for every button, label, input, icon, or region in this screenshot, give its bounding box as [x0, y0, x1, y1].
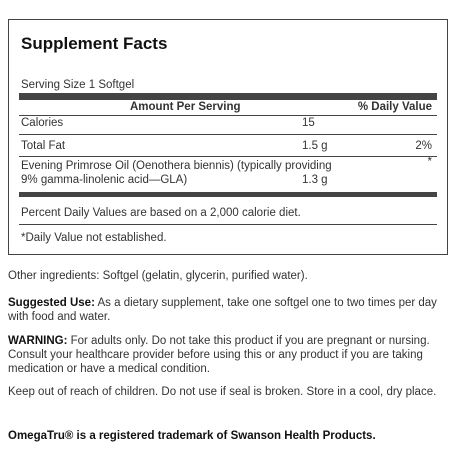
other-ingredients: Other ingredients: Softgel (gelatin, glycerin, purified water).	[8, 270, 308, 282]
row-amount: 1.3 g	[302, 174, 328, 186]
warning-text: For adults only. Do not take this product if you are pregnant or nursing. Consult your healthcare provider before using this or any product if you are taking medication or have a medical condition.	[8, 335, 430, 375]
row-name-continued: 9% gamma-linolenic acid—GLA)	[21, 174, 188, 186]
row-name: Evening Primrose Oil (Oenothera biennis) (typically providing	[21, 160, 332, 172]
percent-daily-values-note: Percent Daily Values are based on a 2,000 calorie diet.	[21, 207, 301, 219]
daily-value-not-established-note: *Daily Value not established.	[21, 232, 167, 244]
supplement-facts-panel	[8, 19, 448, 255]
facts-title: Supplement Facts	[21, 34, 168, 53]
header-daily-value: % Daily Value	[357, 101, 432, 113]
suggested-use-text: As a dietary supplement, take one softgel one to two times per day with food and water.	[8, 297, 437, 323]
divider	[19, 156, 437, 157]
storage-note: Keep out of reach of children. Do not use if seal is broken. Store in a cool, dry place.	[8, 386, 437, 398]
row-name: Total Fat	[21, 140, 66, 152]
facts-header-row	[19, 93, 437, 116]
divider	[19, 134, 437, 135]
serving-size: Serving Size 1 Softgel	[21, 79, 135, 91]
header-amount-per-serving: Amount Per Serving	[130, 101, 241, 113]
row-amount: 1.5 g	[302, 140, 328, 152]
suggested-use	[8, 296, 448, 324]
divider	[19, 224, 437, 225]
row-amount: 15	[302, 117, 315, 129]
warning-label: WARNING:	[8, 335, 68, 347]
suggested-use-label: Suggested Use:	[8, 297, 95, 309]
thick-divider	[19, 192, 437, 197]
row-daily-value: 2%	[415, 140, 432, 152]
row-daily-value: *	[427, 156, 432, 168]
trademark-note: OmegaTru® is a registered trademark of Swanson Health Products.	[8, 430, 376, 442]
row-name: Calories	[21, 117, 64, 129]
warning	[8, 334, 448, 376]
